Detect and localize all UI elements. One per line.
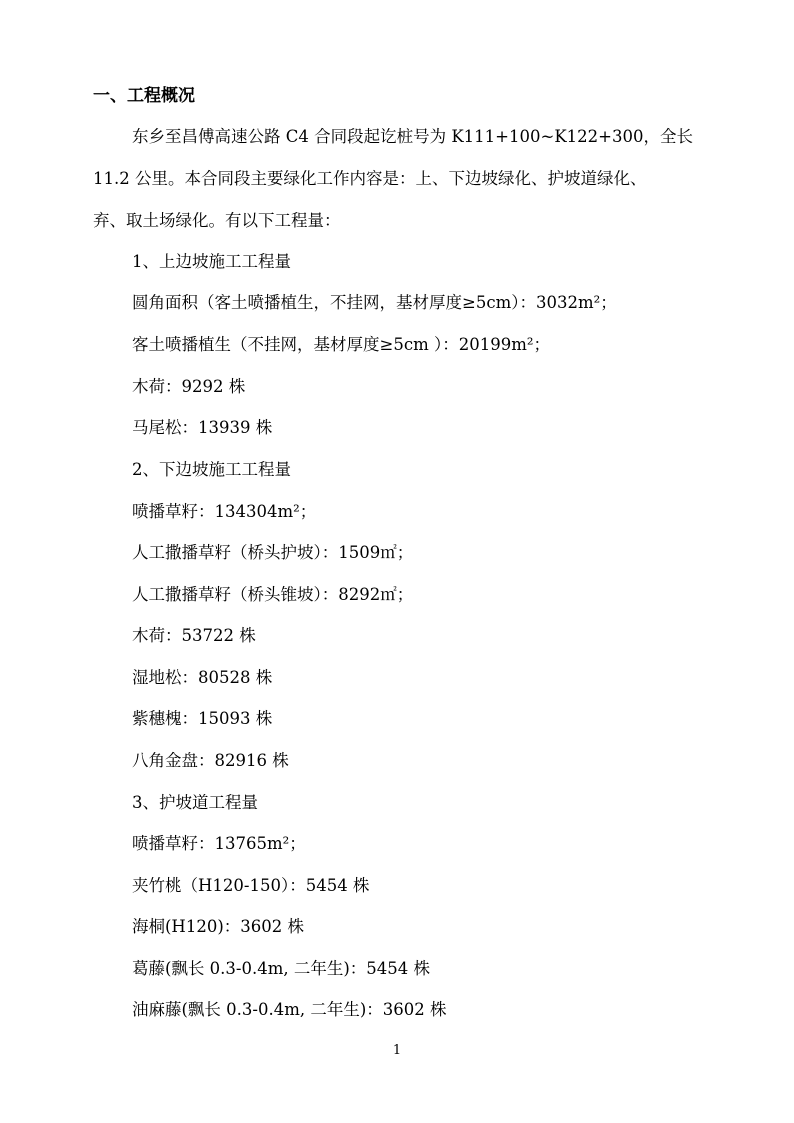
list-item: 海桐(H120)：3602 株 — [132, 917, 304, 936]
subheading-lower-slope: 2、下边坡施工工程量 — [132, 460, 291, 479]
list-item: 人工撒播草籽（桥头锥坡）：8292㎡； — [132, 585, 414, 604]
list-item: 木荷：9292 株 — [132, 377, 246, 396]
list-item: 喷播草籽：13765m²； — [132, 834, 306, 853]
list-item: 客土喷播植生（不挂网，基材厚度≥5cm ）：20199m²； — [132, 335, 550, 354]
list-item: 八角金盘：82916 株 — [132, 751, 289, 770]
page-number: 1 — [392, 1043, 402, 1058]
list-item: 葛藤(飘长 0.3-0.4m, 二年生)：5454 株 — [132, 959, 431, 978]
list-item: 圆角面积（客土喷播植生，不挂网，基材厚度≥5cm）：3032m²； — [132, 293, 617, 312]
intro-paragraph-line-2: 11.2 公里。本合同段主要绿化工作内容是：上、下边坡绿化、护坡道绿化、 — [93, 169, 647, 188]
list-item: 喷播草籽：134304m²； — [132, 502, 317, 521]
list-item: 油麻藤(飘长 0.3-0.4m, 二年生)：3602 株 — [132, 1000, 447, 1019]
intro-paragraph-line-1: 东乡至昌傅高速公路 C4 合同段起讫桩号为 K111+100~K122+300，全长 — [132, 127, 693, 146]
list-item: 木荷：53722 株 — [132, 626, 256, 645]
section-heading: 一、工程概况 — [93, 86, 195, 106]
list-item: 湿地松：80528 株 — [132, 668, 273, 687]
intro-paragraph-line-3: 弃、取土场绿化。有以下工程量： — [93, 211, 341, 230]
list-item: 马尾松：13939 株 — [132, 418, 273, 437]
list-item: 紫穗槐：15093 株 — [132, 709, 273, 728]
subheading-berm: 3、护坡道工程量 — [132, 793, 258, 812]
subheading-upper-slope: 1、上边坡施工工程量 — [132, 252, 291, 271]
list-item: 夹竹桃（H120-150）：5454 株 — [132, 876, 370, 895]
list-item: 人工撒播草籽（桥头护坡）：1509㎡； — [132, 543, 414, 562]
